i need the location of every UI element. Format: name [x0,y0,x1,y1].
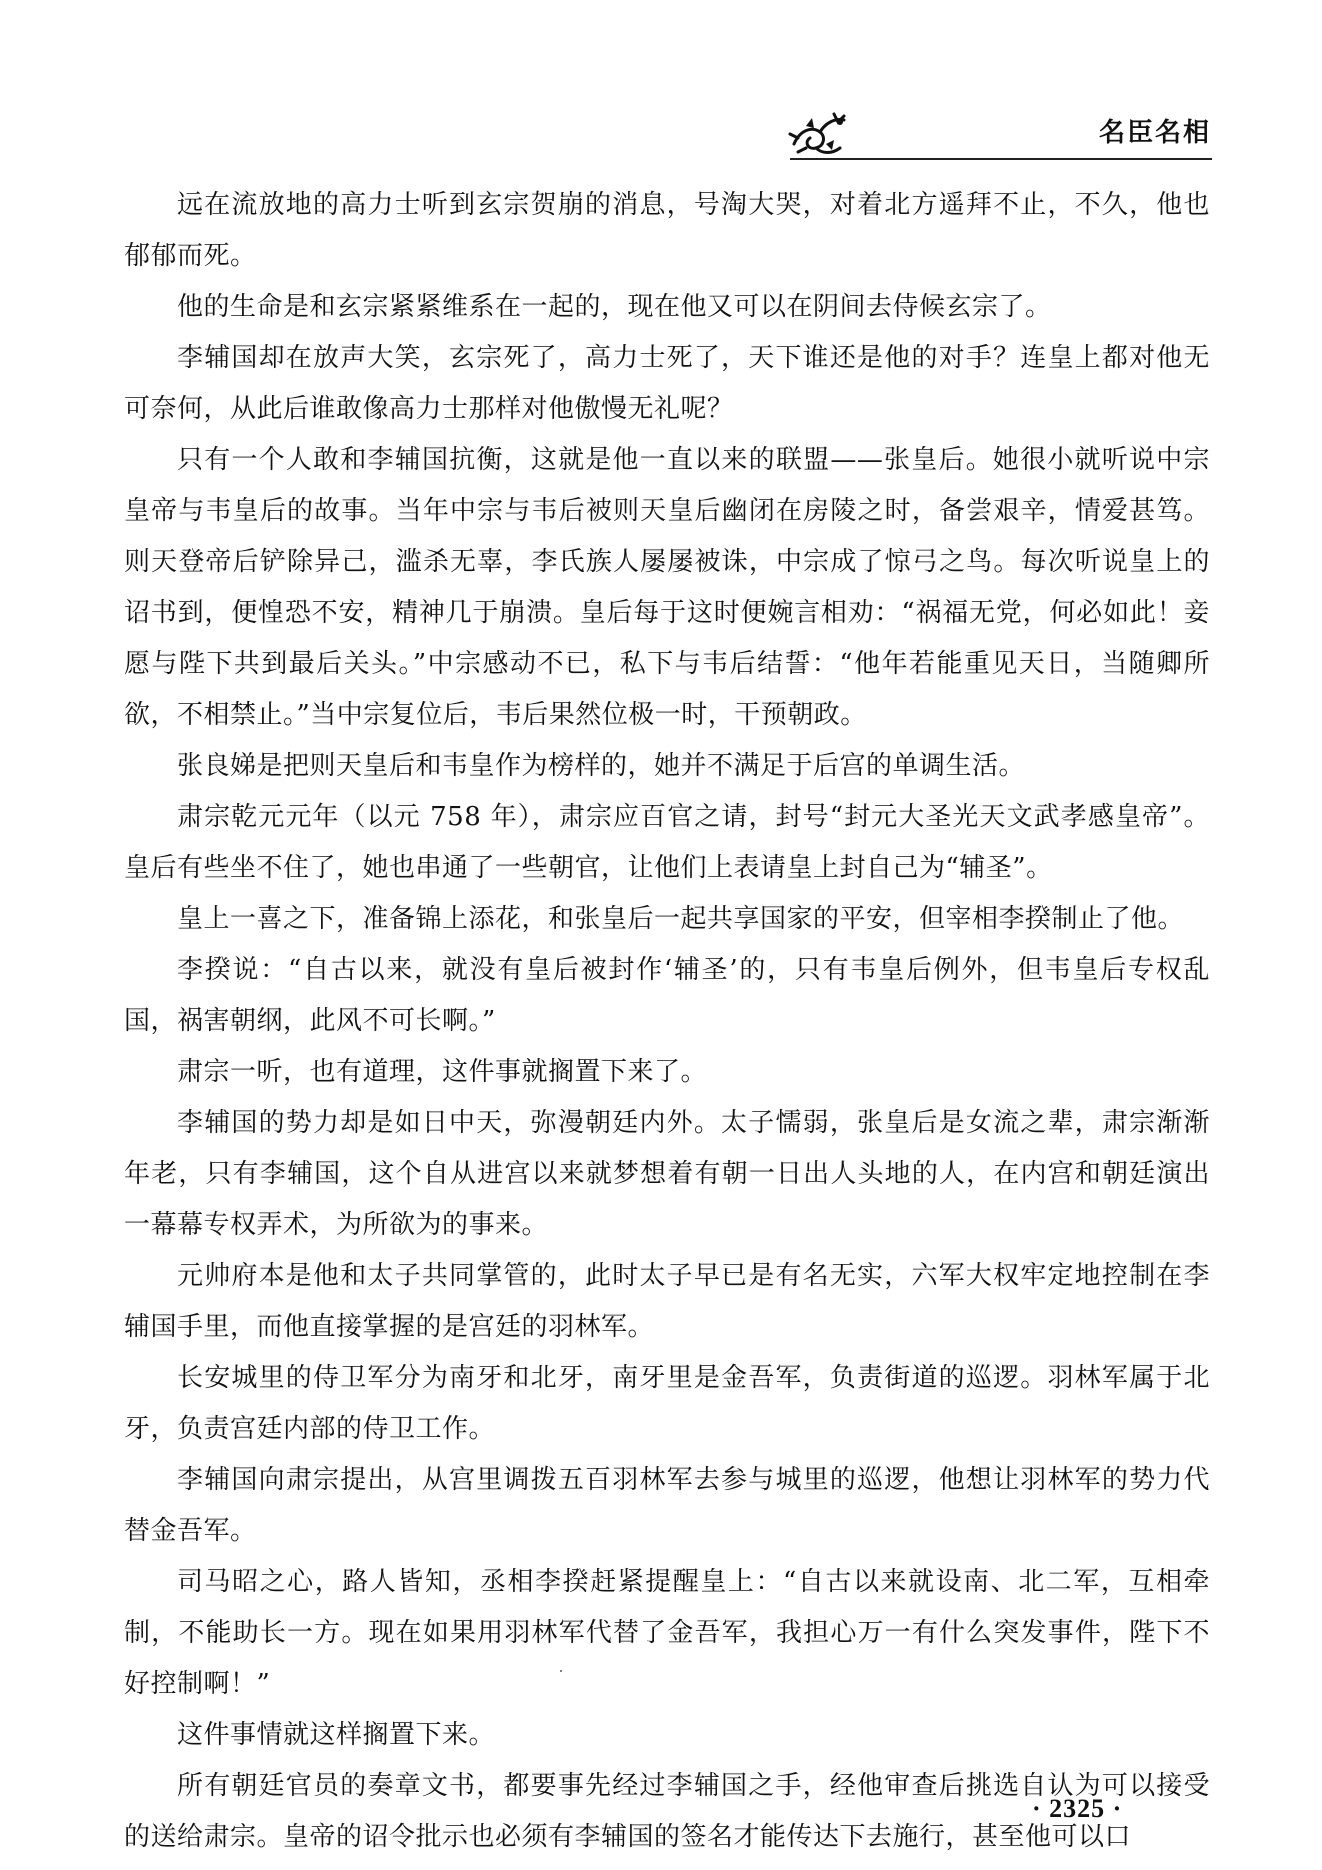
paragraph: 张良娣是把则天皇后和韦皇作为榜样的，她并不满足于后宫的单调生活。 [177,751,1026,781]
paragraph: 李辅国却在放声大笑，玄宗死了，高力士死了，天下谁还是他的对手？连皇上都对他无可奈何，从此后谁敢像高力士那样对他傲慢无礼呢？ [124,343,1210,424]
page-number: · 2325 · [1032,1794,1123,1823]
paragraph: 长安城里的侍卫军分为南牙和北牙，南牙里是金吾军，负责街道的巡逻。羽林军属于北牙，负责宫廷内部的侍卫工作。 [124,1363,1210,1444]
body-text [124,180,1210,1863]
paragraph: 司马昭之心，路人皆知，丞相李揆赶紧提醒皇上：“自古以来就设南、北二军，互相牵制，不能助长一方。现在如果用羽林军代替了金吾军，我担心万一有什么突发事件，陛下不好控制啊！” [124,1567,1210,1699]
paragraph: 所有朝廷官员的奏章文书，都要事先经过李辅国之手，经他审查后挑选自认为可以接受的送给肃宗。皇帝的诏令批示也必须有李辅国的签名才能传达下去施行，甚至他可以口 [124,1771,1210,1852]
paragraph: 他的生命是和玄宗紧紧维系在一起的，现在他又可以在阴间去侍候玄宗了。 [177,292,1052,322]
running-header-title: 名臣名相 [1098,118,1211,148]
paragraph: 肃宗乾元元年（以元 758 年），肃宗应百官之请，封号“封元大圣光天文武孝感皇帝”。皇后有些坐不住了，她也串通了一些朝官，让他们上表请皇上封自己为“辅圣”。 [124,802,1210,883]
scan-speck [560,1670,562,1672]
header-rule [790,158,1212,160]
dragon-emblem-icon [786,104,850,162]
paragraph: 李揆说：“自古以来，就没有皇后被封作‘辅圣’的，只有韦皇后例外，但韦皇后专权乱国，祸害朝纲，此风不可长啊。” [124,955,1210,1036]
paragraph: 只有一个人敢和李辅国抗衡，这就是他一直以来的联盟——张皇后。她很小就听说中宗皇帝与韦皇后的故事。当年中宗与韦后被则天皇后幽闭在房陵之时，备尝艰辛，情爱甚笃。则天登帝后铲除异己，滥杀无辜，李氏族人屡屡被诛，中宗成了惊弓之鸟。每次听说皇上的诏书到，便惶恐不安，精神几于崩溃。皇后每于这时便婉言相劝：“祸福无党，何必如此！妾愿与陛下共到最后关头。”中宗感动不已，私下与韦后结誓：“他年若能重见天日，当随卿所欲，不相禁止。”当中宗复位后，韦后果然位极一时，干预朝政。 [124,445,1210,730]
paragraph: 这件事情就这样搁置下来。 [177,1720,496,1750]
paragraph: 皇上一喜之下，准备锦上添花，和张皇后一起共享国家的平安，但宰相李揆制止了他。 [177,904,1185,934]
paragraph: 元帅府本是他和太子共同掌管的，此时太子早已是有名无实，六军大权牢定地控制在李辅国手里，而他直接掌握的是宫廷的羽林军。 [124,1261,1210,1342]
paragraph: 李辅国的势力却是如日中天，弥漫朝廷内外。太子懦弱，张皇后是女流之辈，肃宗渐渐年老，只有李辅国，这个自从进宫以来就梦想着有朝一日出人头地的人，在内宫和朝廷演出一幕幕专权弄术，为所欲为的事来。 [124,1108,1210,1240]
running-header [786,104,1211,162]
paragraph: 远在流放地的高力士听到玄宗贺崩的消息，号淘大哭，对着北方遥拜不止，不久，他也郁郁而死。 [124,190,1210,271]
paragraph: 李辅国向肃宗提出，从宫里调拨五百羽林军去参与城里的巡逻，他想让羽林军的势力代替金吾军。 [124,1465,1210,1546]
paragraph: 肃宗一听，也有道理，这件事就搁置下来了。 [177,1057,708,1087]
